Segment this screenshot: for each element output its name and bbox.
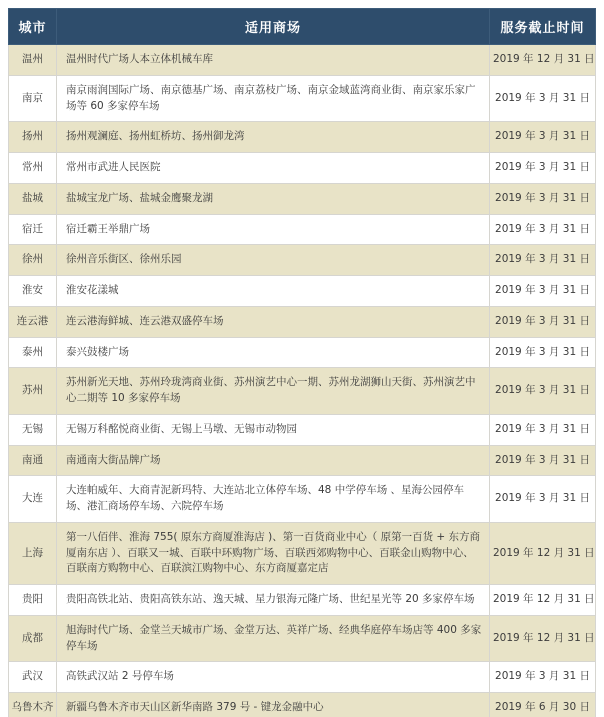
deadline-cell: 2019 年 3 月 31 日	[490, 445, 596, 476]
deadline-cell: 2019 年 12 月 31 日	[490, 522, 596, 584]
deadline-cell: 2019 年 3 月 31 日	[490, 337, 596, 368]
city-cell: 无锡	[9, 414, 57, 445]
malls-cell: 旭海时代广场、金堂兰天城市广场、金堂万达、英祥广场、经典华庭停车场店等 400 多家停车场	[57, 615, 490, 662]
deadline-cell: 2019 年 3 月 31 日	[490, 122, 596, 153]
table-header	[9, 9, 596, 45]
city-cell: 扬州	[9, 122, 57, 153]
table-row	[9, 693, 596, 717]
deadline-cell: 2019 年 3 月 31 日	[490, 153, 596, 184]
deadline-cell: 2019 年 3 月 31 日	[490, 306, 596, 337]
table-row	[9, 476, 596, 523]
malls-cell: 扬州观澜庭、扬州虹桥坊、扬州御龙湾	[57, 122, 490, 153]
city-cell: 大连	[9, 476, 57, 523]
malls-cell: 徐州音乐街区、徐州乐园	[57, 245, 490, 276]
city-cell: 连云港	[9, 306, 57, 337]
city-cell: 乌鲁木齐	[9, 693, 57, 717]
deadline-cell: 2019 年 3 月 31 日	[490, 214, 596, 245]
table-body	[9, 45, 596, 717]
city-cell: 徐州	[9, 245, 57, 276]
city-cell: 泰州	[9, 337, 57, 368]
malls-cell: 常州市武进人民医院	[57, 153, 490, 184]
table-row	[9, 214, 596, 245]
malls-cell: 南京雨润国际广场、南京德基广场、南京荔枝广场、南京金域蓝湾商业街、南京家乐家广场等 60 多家停车场	[57, 75, 490, 122]
deadline-cell: 2019 年 12 月 31 日	[490, 45, 596, 76]
deadline-cell: 2019 年 12 月 31 日	[490, 615, 596, 662]
header-city: 城市	[9, 9, 57, 45]
malls-table	[8, 8, 596, 717]
table-row	[9, 153, 596, 184]
malls-cell: 宿迁霸王举鼎广场	[57, 214, 490, 245]
header-row	[9, 9, 596, 45]
table-row	[9, 368, 596, 415]
malls-cell: 连云港海鲜城、连云港双盛停车场	[57, 306, 490, 337]
city-cell: 南京	[9, 75, 57, 122]
malls-cell: 淮安花漾城	[57, 276, 490, 307]
deadline-cell: 2019 年 3 月 31 日	[490, 183, 596, 214]
malls-cell: 苏州新光天地、苏州玲珑湾商业街、苏州演艺中心一期、苏州龙湖狮山天街、苏州演艺中心二期等 10 多家停车场	[57, 368, 490, 415]
table-row	[9, 183, 596, 214]
malls-cell: 南通南大街品牌广场	[57, 445, 490, 476]
table-row	[9, 445, 596, 476]
malls-cell: 无锡万科酩悦商业街、无锡上马墩、无锡市动物园	[57, 414, 490, 445]
malls-cell: 第一八佰伴、淮海 755( 原东方商厦淮海店 )、第一百货商业中心（ 原第一百货 + 东方商厦南东店 ）、百联又一城、百联中环购物广场、百联西郊购物中心、百联金山购物中心、百联南方购物中心、百联滨江购物中心、东方商厦嘉定店	[57, 522, 490, 584]
city-cell: 宿迁	[9, 214, 57, 245]
deadline-cell: 2019 年 6 月 30 日	[490, 693, 596, 717]
city-cell: 贵阳	[9, 585, 57, 616]
city-cell: 成都	[9, 615, 57, 662]
table-row	[9, 615, 596, 662]
table-row	[9, 522, 596, 584]
city-cell: 武汉	[9, 662, 57, 693]
malls-cell: 高铁武汉站 2 号停车场	[57, 662, 490, 693]
city-cell: 盐城	[9, 183, 57, 214]
header-malls: 适用商场	[57, 9, 490, 45]
table-row	[9, 414, 596, 445]
table-row	[9, 662, 596, 693]
deadline-cell: 2019 年 3 月 31 日	[490, 662, 596, 693]
malls-cell: 盐城宝龙广场、盐城金鹰聚龙湖	[57, 183, 490, 214]
malls-cell: 温州时代广场人本立体机械车库	[57, 45, 490, 76]
malls-cell: 贵阳高铁北站、贵阳高铁东站、逸天城、星力银海元隆广场、世纪星光等 20 多家停车场	[57, 585, 490, 616]
city-cell: 上海	[9, 522, 57, 584]
deadline-cell: 2019 年 3 月 31 日	[490, 75, 596, 122]
city-cell: 苏州	[9, 368, 57, 415]
malls-cell: 泰兴鼓楼广场	[57, 337, 490, 368]
malls-cell: 大连帕威年、大商青泥新玛特、大连站北立体停车场、48 中学停车场 、星海公园停车场、港汇商场停车场、六院停车场	[57, 476, 490, 523]
city-cell: 淮安	[9, 276, 57, 307]
malls-cell: 新疆乌鲁木齐市天山区新华南路 379 号 - 键龙金融中心	[57, 693, 490, 717]
table-row	[9, 75, 596, 122]
header-deadline: 服务截止时间	[490, 9, 596, 45]
deadline-cell: 2019 年 3 月 31 日	[490, 245, 596, 276]
deadline-cell: 2019 年 3 月 31 日	[490, 276, 596, 307]
city-cell: 温州	[9, 45, 57, 76]
city-cell: 南通	[9, 445, 57, 476]
city-cell: 常州	[9, 153, 57, 184]
table-row	[9, 306, 596, 337]
table-row	[9, 245, 596, 276]
table-row	[9, 585, 596, 616]
deadline-cell: 2019 年 3 月 31 日	[490, 368, 596, 415]
table-row	[9, 122, 596, 153]
table-row	[9, 337, 596, 368]
table-row	[9, 45, 596, 76]
table-row	[9, 276, 596, 307]
deadline-cell: 2019 年 3 月 31 日	[490, 414, 596, 445]
deadline-cell: 2019 年 12 月 31 日	[490, 585, 596, 616]
deadline-cell: 2019 年 3 月 31 日	[490, 476, 596, 523]
